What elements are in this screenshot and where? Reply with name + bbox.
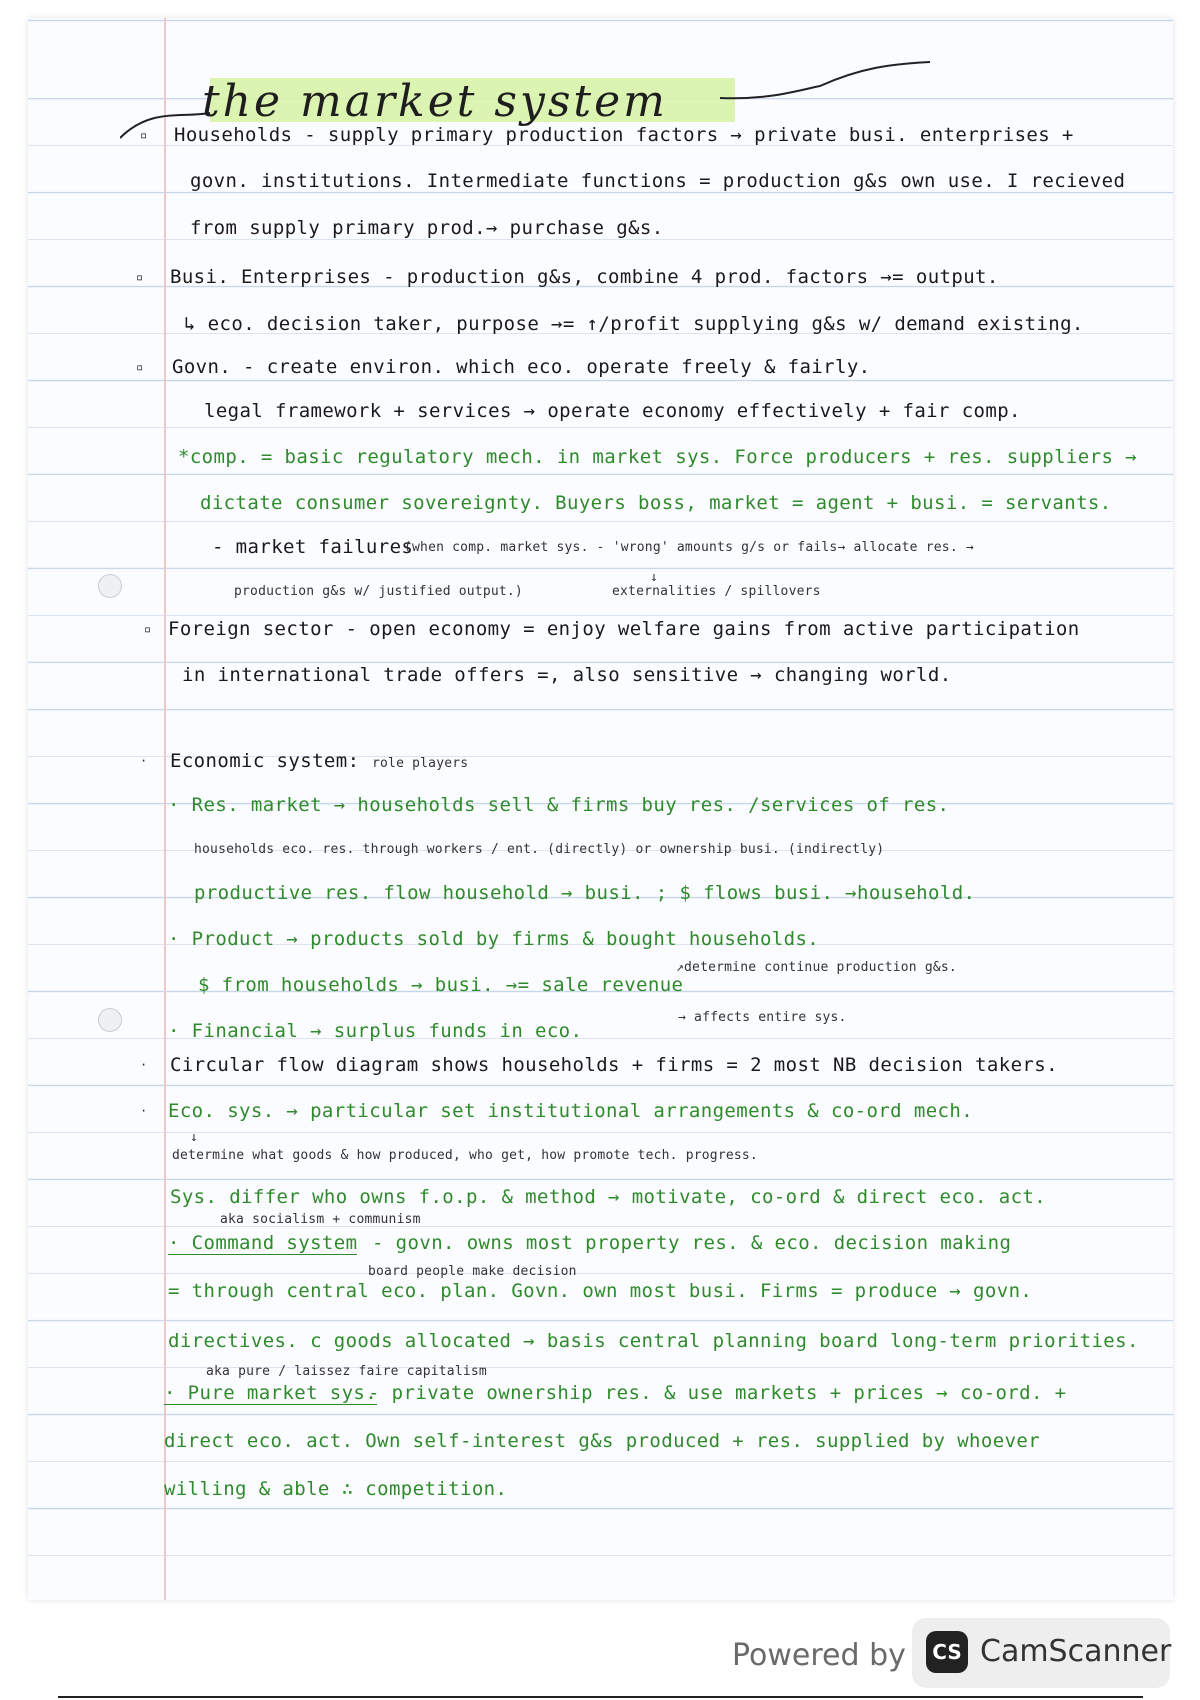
command-system-line-3: directives. c goods allocated → basis central planning board long-term priorities. <box>168 1330 1139 1352</box>
product-market-line-1: · Product → products sold by firms & bought households. <box>168 928 820 950</box>
households-line-2: govn. institutions. Intermediate functions = production g&s own use. I recieved <box>190 170 1126 192</box>
bullet-dot: · <box>140 1104 148 1118</box>
pure-market-line-2: direct eco. act. Own self-interest g&s produced + res. supplied by whoever <box>164 1430 1041 1452</box>
pure-market-label <box>164 1382 377 1404</box>
command-system-label <box>168 1232 357 1254</box>
pure-market-line-1: - private ownership res. & use markets + prices → co-ord. + <box>368 1382 1067 1404</box>
households-line-1: Households - supply primary production factors → private busi. enterprises + <box>174 124 1074 146</box>
financial-market-line: · Financial → surplus funds in eco. <box>168 1020 583 1042</box>
bullet-square: ▫ <box>140 128 148 142</box>
product-market-note: ↗determine continue production g&s. <box>676 960 957 975</box>
notebook-page <box>28 18 1173 1600</box>
bullet-square: ▫ <box>136 270 144 284</box>
bullet-square: ▫ <box>136 360 144 374</box>
govn-line-2: legal framework + services → operate economy effectively + fair comp. <box>204 400 1021 422</box>
margin-line <box>164 18 166 1600</box>
powered-by-text: Powered by <box>732 1638 906 1673</box>
product-market-line-2: $ from households → busi. →= sale revenue <box>198 974 684 996</box>
command-system-label-text: · Command system <box>168 1232 358 1254</box>
sys-differ-line: Sys. differ who owns f.o.p. & method → motivate, co-ord & direct eco. act. <box>170 1186 1047 1208</box>
market-failures-label: - market failures <box>212 536 414 558</box>
pure-market-line-3: willing & able ∴ competition. <box>164 1478 508 1500</box>
households-line-3: from supply primary prod.→ purchase g&s. <box>190 217 664 239</box>
down-arrow: ↓ <box>190 1130 199 1145</box>
externalities-note: externalities / spillovers <box>612 584 821 599</box>
eco-sys-line-2: determine what goods & how produced, who get, how promote tech. progress. <box>172 1148 758 1163</box>
market-failures-note-2: production g&s w/ justified output.) <box>234 584 523 599</box>
binder-hole <box>98 574 122 598</box>
govn-line-3: *comp. = basic regulatory mech. in market sys. Force producers + res. suppliers → <box>178 446 1137 468</box>
camscanner-logo-icon: CS <box>926 1631 968 1673</box>
eco-system-heading: Economic system: <box>170 750 360 772</box>
business-line-2: ↳ eco. decision taker, purpose →= ↑/profit supplying g&s w/ demand existing. <box>184 313 1084 335</box>
foreign-line-2: in international trade offers =, also sensitive → changing world. <box>182 664 952 686</box>
foreign-line-1: Foreign sector - open economy = enjoy welfare gains from active participation <box>168 618 1080 640</box>
eco-sys-line-1: Eco. sys. → particular set institutional arrangements & co-ord mech. <box>168 1100 974 1122</box>
res-market-line-2: households eco. res. through workers / ent. (directly) or ownership busi. (indirectly) <box>194 842 885 857</box>
res-market-line-1: · Res. market → households sell & firms buy res. /services of res. <box>168 794 950 816</box>
market-failures-note: (when comp. market sys. - 'wrong' amounts g/s or fails→ allocate res. → <box>404 540 974 555</box>
camscanner-brand-name: CamScanner <box>980 1634 1172 1669</box>
business-line-1: Busi. Enterprises - production g&s, combine 4 prod. factors →= output. <box>170 266 999 288</box>
footer-divider <box>58 1696 1143 1698</box>
command-system-note: aka socialism + communism <box>220 1212 421 1227</box>
govn-line-4: dictate consumer sovereignty. Buyers boss, market = agent + busi. = servants. <box>200 492 1112 514</box>
govn-line-1: Govn. - create environ. which eco. operate freely & fairly. <box>172 356 871 378</box>
financial-market-note: → affects entire sys. <box>678 1010 847 1025</box>
eco-system-heading-note: role players <box>372 756 469 771</box>
page-title: the market system <box>202 76 668 127</box>
pure-market-note: aka pure / laissez faire capitalism <box>206 1364 487 1379</box>
command-system-line-2: = through central eco. plan. Govn. own most busi. Firms = produce → govn. <box>168 1280 1033 1302</box>
bullet-square: ▫ <box>144 622 152 636</box>
pure-market-label-text: · Pure market sys. <box>164 1382 378 1404</box>
bullet-dot: · <box>140 754 148 768</box>
camscanner-badge <box>912 1618 1170 1688</box>
down-arrow: ↓ <box>650 570 659 585</box>
bullet-dot: · <box>140 1058 148 1072</box>
binder-hole <box>98 1008 122 1032</box>
command-system-line-1: - govn. owns most property res. & eco. decision making <box>372 1232 1012 1254</box>
res-market-line-3: productive res. flow household → busi. ; $ flows busi. →household. <box>194 882 976 904</box>
circular-flow-line: Circular flow diagram shows households + firms = 2 most NB decision takers. <box>170 1054 1058 1076</box>
command-system-board-note: board people make decision <box>368 1264 577 1279</box>
